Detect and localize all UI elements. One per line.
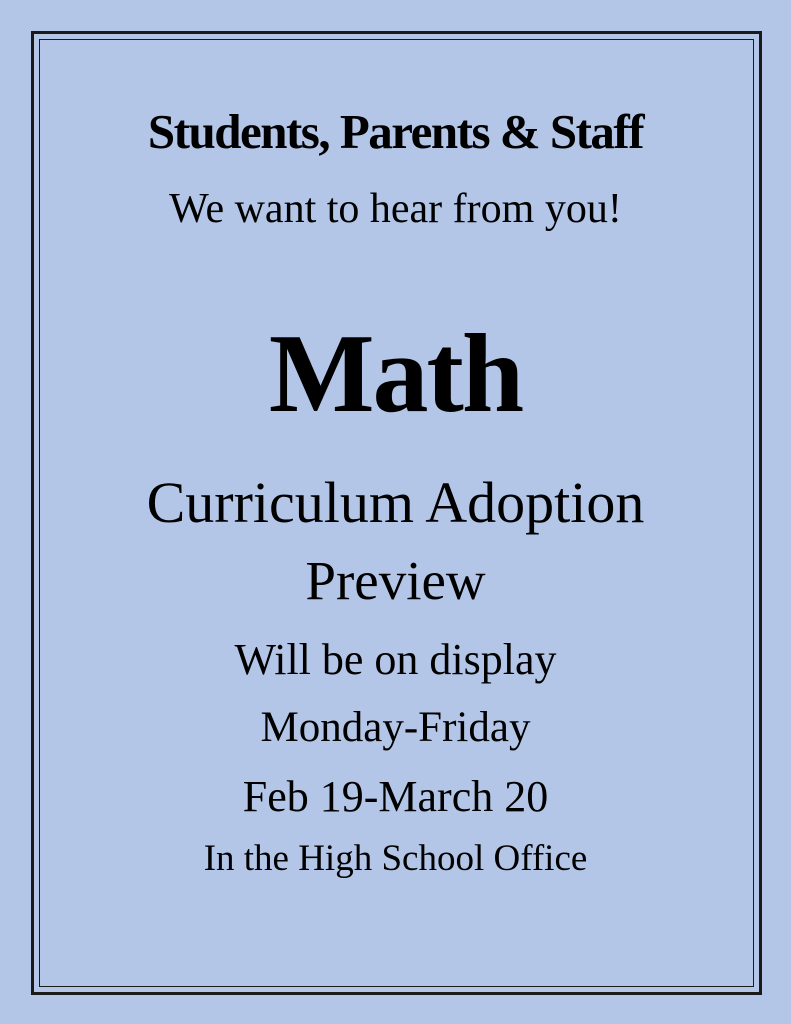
flyer-subject: Math <box>268 312 523 436</box>
flyer-heading: Students, Parents & Staff <box>147 104 644 159</box>
flyer-title-line1: Curriculum Adoption <box>146 470 645 535</box>
flyer-dates: Feb 19-March 20 <box>242 772 549 821</box>
flyer-display-text: Will be on display <box>234 635 557 684</box>
flyer-location: In the High School Office <box>203 838 588 879</box>
flyer-title-line2: Preview <box>305 550 486 611</box>
flyer-tagline: We want to hear from you! <box>169 186 622 232</box>
flyer-days: Monday-Friday <box>260 704 531 751</box>
